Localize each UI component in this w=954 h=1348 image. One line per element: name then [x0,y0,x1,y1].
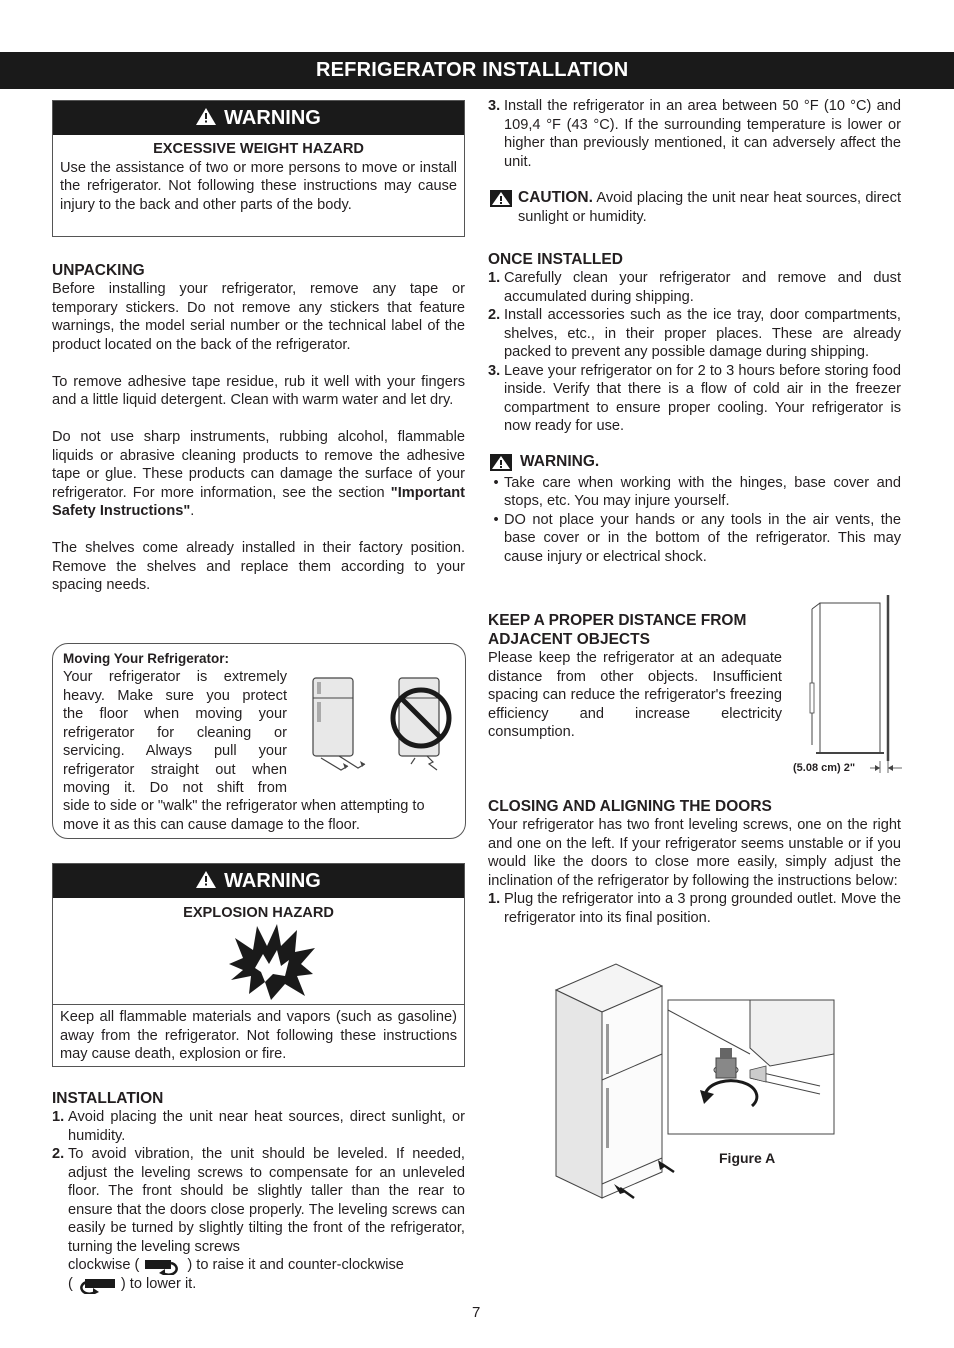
installation-section [52,1089,465,1294]
weight-hazard-text: Use the assistance of two or more persons to move or install the refrigerator. Not following these instructions may cause injury to the back and other parts of the body. [60,159,457,213]
refrigerator-icon [556,964,674,1198]
clockwise-icon [141,1257,185,1275]
page-header: REFRIGERATOR INSTALLATION [0,52,954,89]
installation-heading: INSTALLATION [52,1090,164,1107]
distance-heading: ADJACENT OBJECTS [488,631,650,648]
leveling-screw-detail [668,1000,834,1134]
unpacking-paragraph-4: The shelves come already installed in their factory position. Remove the shelves and replace them according to your spacing needs. [52,540,465,593]
warning-note-header [488,452,901,474]
distance-text: Please keep the refrigerator at an adequate distance from other objects. Insufficient spacing can reduce the refrigerator's freezing efficiency and increase electricity consumption. [488,650,782,740]
doors-text: Your refrigerator has two front leveling screws, one on the right and one on the left. If your refrigerator seems unstable or if you would like the doors to close more easily, simply adjust the inclination of the refrigerator by following the instructions below: [488,817,901,889]
list-item: 3. Leave your refrigerator on for 2 to 3 hours before storing food inside. Verify that there is a flow of cold air in the freezer compartment to ensure proper cooling. Your refrigerator is now ready for use. [488,362,901,434]
clockwise-line: clockwise ( ) to raise it and counter-clockwise [52,1256,465,1275]
moving-line: refrigerator for cleaning or [63,724,287,741]
distance-section [488,611,782,742]
divider [53,1004,464,1005]
warning-label: WARNING [224,107,321,129]
moving-illustration [303,670,463,780]
moving-line: heavy. Make sure you protect [63,687,287,704]
warning-note [488,452,901,567]
warning-triangle-icon [490,454,512,471]
once-installed-heading: ONCE INSTALLED [488,251,623,268]
counter-clockwise-icon [75,1276,119,1294]
moving-line: Your refrigerator is extremely [63,669,287,685]
warning-header [53,101,464,135]
moving-title: Moving Your Refrigerator: [63,651,230,666]
weight-hazard-title: EXCESSIVE WEIGHT HAZARD [153,141,364,157]
safety-instructions-reference: "Important Safety Instructions" [52,484,465,519]
moving-line: the floor when moving your [63,706,287,722]
distance-heading: KEEP A PROPER DISTANCE FROM [488,612,747,629]
warning-triangle-icon [196,108,216,125]
moving-line: moving it. Do not shift from [63,780,287,796]
right-column [488,97,901,566]
moving-line: refrigerator straight out when [63,761,287,778]
caution-label: CAUTION. [518,189,593,206]
once-installed-section [488,250,901,436]
refrigerator-icon [313,678,365,770]
warning-header [53,864,464,898]
moving-refrigerator-box [52,643,466,839]
list-item: 1. Plug the refrigerator into a 3 prong grounded outlet. Move the refrigerator into its final position. [488,891,901,926]
distance-diagram [792,595,904,777]
list-item: • Take care when working with the hinges, base cover and stops, etc. You may injure yourself. [493,474,901,509]
list-item: 2. Install accessories such as the ice tray, door compartments, shelves, etc., in their proper places. These are already packed to prevent any possible damage during shipping. [488,307,901,360]
page-number: 7 [472,1304,481,1321]
unpacking-paragraph-2: To remove adhesive tape residue, rub it well with your fingers and a little liquid detergent. Clean with warm water and let dry. [52,373,465,408]
unpacking-paragraph-3: Do not use sharp instruments, rubbing alcohol, flammable liquids or abrasive cleaning products to remove the adhesive tape or glue. These products can damage the surface of your refrigerator. For more information, see the section "Important Safety Instructions". [52,429,465,519]
caution-note [488,189,901,226]
moving-text-tail: side to side or "walk" the refrigerator when attempting to move it as this can cause damage to the floor. [63,798,425,833]
warning-label: WARNING [224,870,321,892]
warning-triangle-icon [196,871,216,888]
doors-heading: CLOSING AND ALIGNING THE DOORS [488,798,772,815]
list-item: 1. Carefully clean your refrigerator and remove and dust accumulated during shipping. [488,270,901,305]
moving-text [63,650,287,798]
prohibited-icon [393,678,449,770]
unpacking-heading: UNPACKING [52,262,145,279]
figure-a-caption: Figure A [719,1150,776,1166]
unpacking-section [52,261,465,595]
list-item: • DO not place your hands or any tools in the air vents, the base cover or in the bottom of the refrigerator. This may cause injury or electrical shock. [493,511,901,565]
unpacking-paragraph-1: Before installing your refrigerator, remove any tape or temporary stickers. Do not remove any stickers that feature warnings, the model serial number or the technical label of the product located on the back of the refrigerator. [52,281,465,353]
explosion-icon [225,924,317,1000]
explosion-warning-box [52,863,465,1067]
list-item: 2. To avoid vibration, the unit should be leveled. If needed, adjust the leveling screws to compensate for an unleveled floor. The front should be slightly taller than the rear to ensure that the doors close properly. The leveling screws can easily be turned by slightly tilting the front of the refrigerator, turning the leveling screws [52,1146,465,1255]
moving-line: servicing. Always pull your [63,743,287,759]
counter-clockwise-line: ( ) to lower it. [52,1275,465,1294]
explosion-hazard-title: EXPLOSION HAZARD [183,905,334,921]
list-item: 3. Install the refrigerator in an area between 50 °F (10 °C) and 109,4 °F (43 °C). If the surrounding temperature is lower or higher than previously mentioned, it can adversely affect the unit. [488,98,901,170]
distance-dimension-label: (5.08 cm) 2" [793,762,856,774]
caution-text: Avoid placing the unit near heat sources, direct sunlight or humidity. [518,190,901,225]
warning-triangle-icon [490,190,512,207]
weight-warning-box [52,100,465,237]
left-column [52,100,465,595]
warning-note-label: WARNING. [520,453,600,471]
doors-section [488,797,901,927]
explosion-hazard-text: Keep all flammable materials and vapors (such as gasoline) away from the refrigerator. Not following these instructions may cause death, explosion or fire. [60,1009,457,1062]
list-item: 1. Avoid placing the unit near heat sources, direct sunlight, or humidity. [52,1109,465,1144]
figure-a-illustration [554,962,838,1202]
